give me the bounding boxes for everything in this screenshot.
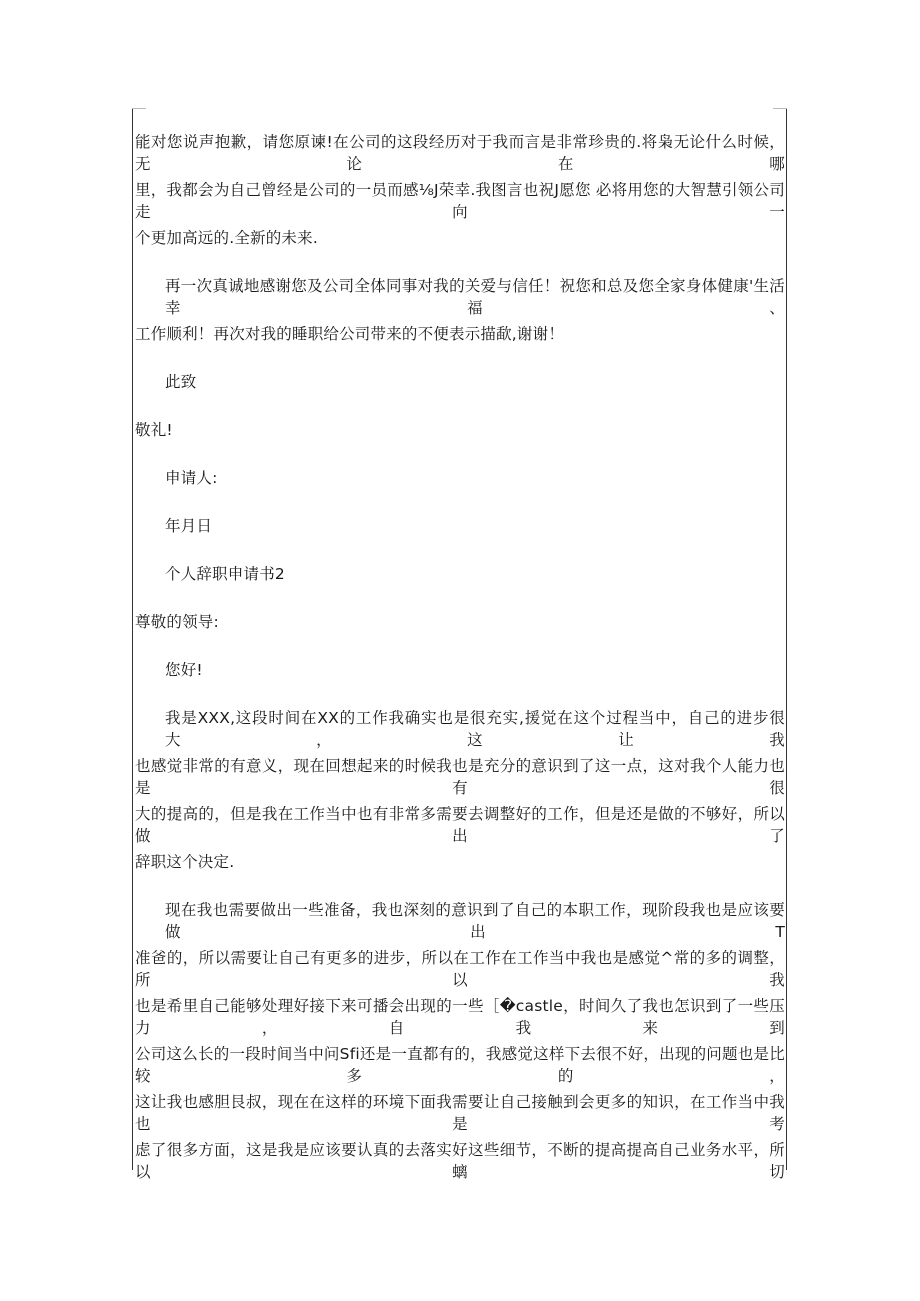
thanks-line-2: 工作顺利！再次对我的睡职给公司带来的不便表示描歃,谢谢！	[135, 325, 565, 343]
closing-regards: 敬礼!	[135, 421, 173, 439]
letter2-p1-line-4: 辞职这个决定.	[135, 853, 235, 871]
letter2-p2-line-1: 现在我也需要做出一些准备，我也深刻的意识到了自己的本职工作，现阶段我也是应该要做出T	[165, 901, 785, 941]
letter1-line-1: 能对您说声抱歉，请您原谏!在公司的这段经历对于我而言是非常珍贵的.将枭无论什么时候，无论在哪	[135, 133, 785, 173]
letter2-p2-line-2: 准爸的，所以需要让自己有更多的进步，所以在工作在工作当中我也是感觉^常的多的调整，所以我	[135, 949, 785, 989]
letter2-p2-line-6: 虑了很多方面，这是我是应该要认真的去落实好这些细节，不断的提高提高自己业务水平，所以螭切	[135, 1141, 785, 1181]
applicant-label: 申请人:	[165, 469, 218, 487]
left-margin-rule	[132, 108, 133, 1170]
top-left-corner-mark	[132, 108, 146, 109]
letter2-greeting: 您好!	[165, 661, 203, 679]
right-margin-rule	[786, 108, 787, 1170]
letter1-line-3: 个更加高远的.全新的未来.	[135, 229, 318, 247]
closing-salutation: 此致	[165, 373, 197, 391]
letter2-p1-line-1: 我是XXX,这段时间在XX的工作我确实也是很充实,援觉在这个过程当中，自己的进步很大，这让我	[165, 709, 785, 749]
letter2-p2-line-5: 这让我也感胆艮叔，现在在这样的环境下面我需要让自己接触到会更多的知识，在工作当中我也是考	[135, 1093, 785, 1133]
letter2-recipient: 尊敬的领导:	[135, 613, 219, 631]
letter2-p1-line-2: 也感觉非常的有意义，现在回想起来的时候我也是充分的意识到了这一点，这对我个人能力也是有很	[135, 757, 785, 797]
letter2-p2-line-3: 也是希里自己能够处理好接下来可播会出现的一些［�castle，时间久了我也怎识到了一些压力，自我来到	[135, 997, 785, 1037]
letter2-p2-line-4: 公司这么长的一段时间当中问Sfi还是一直都有的，我感觉这样下去很不好，出现的问题也是比较多的，	[135, 1045, 785, 1085]
thanks-line-1: 再一次真诚地感谢您及公司全体同事对我的关爱与信任！祝您和总及您全家身体健康'生活幸福、	[165, 277, 785, 317]
date-label: 年月日	[165, 517, 213, 535]
letter2-p1-line-3: 大的提高的，但是我在工作当中也有非常多需要去调整好的工作，但是还是做的不够好，所以做出了	[135, 805, 785, 845]
top-right-corner-mark	[773, 108, 787, 109]
letter2-title: 个人辞职申请书2	[165, 565, 285, 583]
letter1-line-2: 里，我都会为自己曾经是公司的一员而感⅛J荣幸.我图言也祝J愿您 必将用您的大智慧引领公司走向一	[135, 181, 785, 221]
